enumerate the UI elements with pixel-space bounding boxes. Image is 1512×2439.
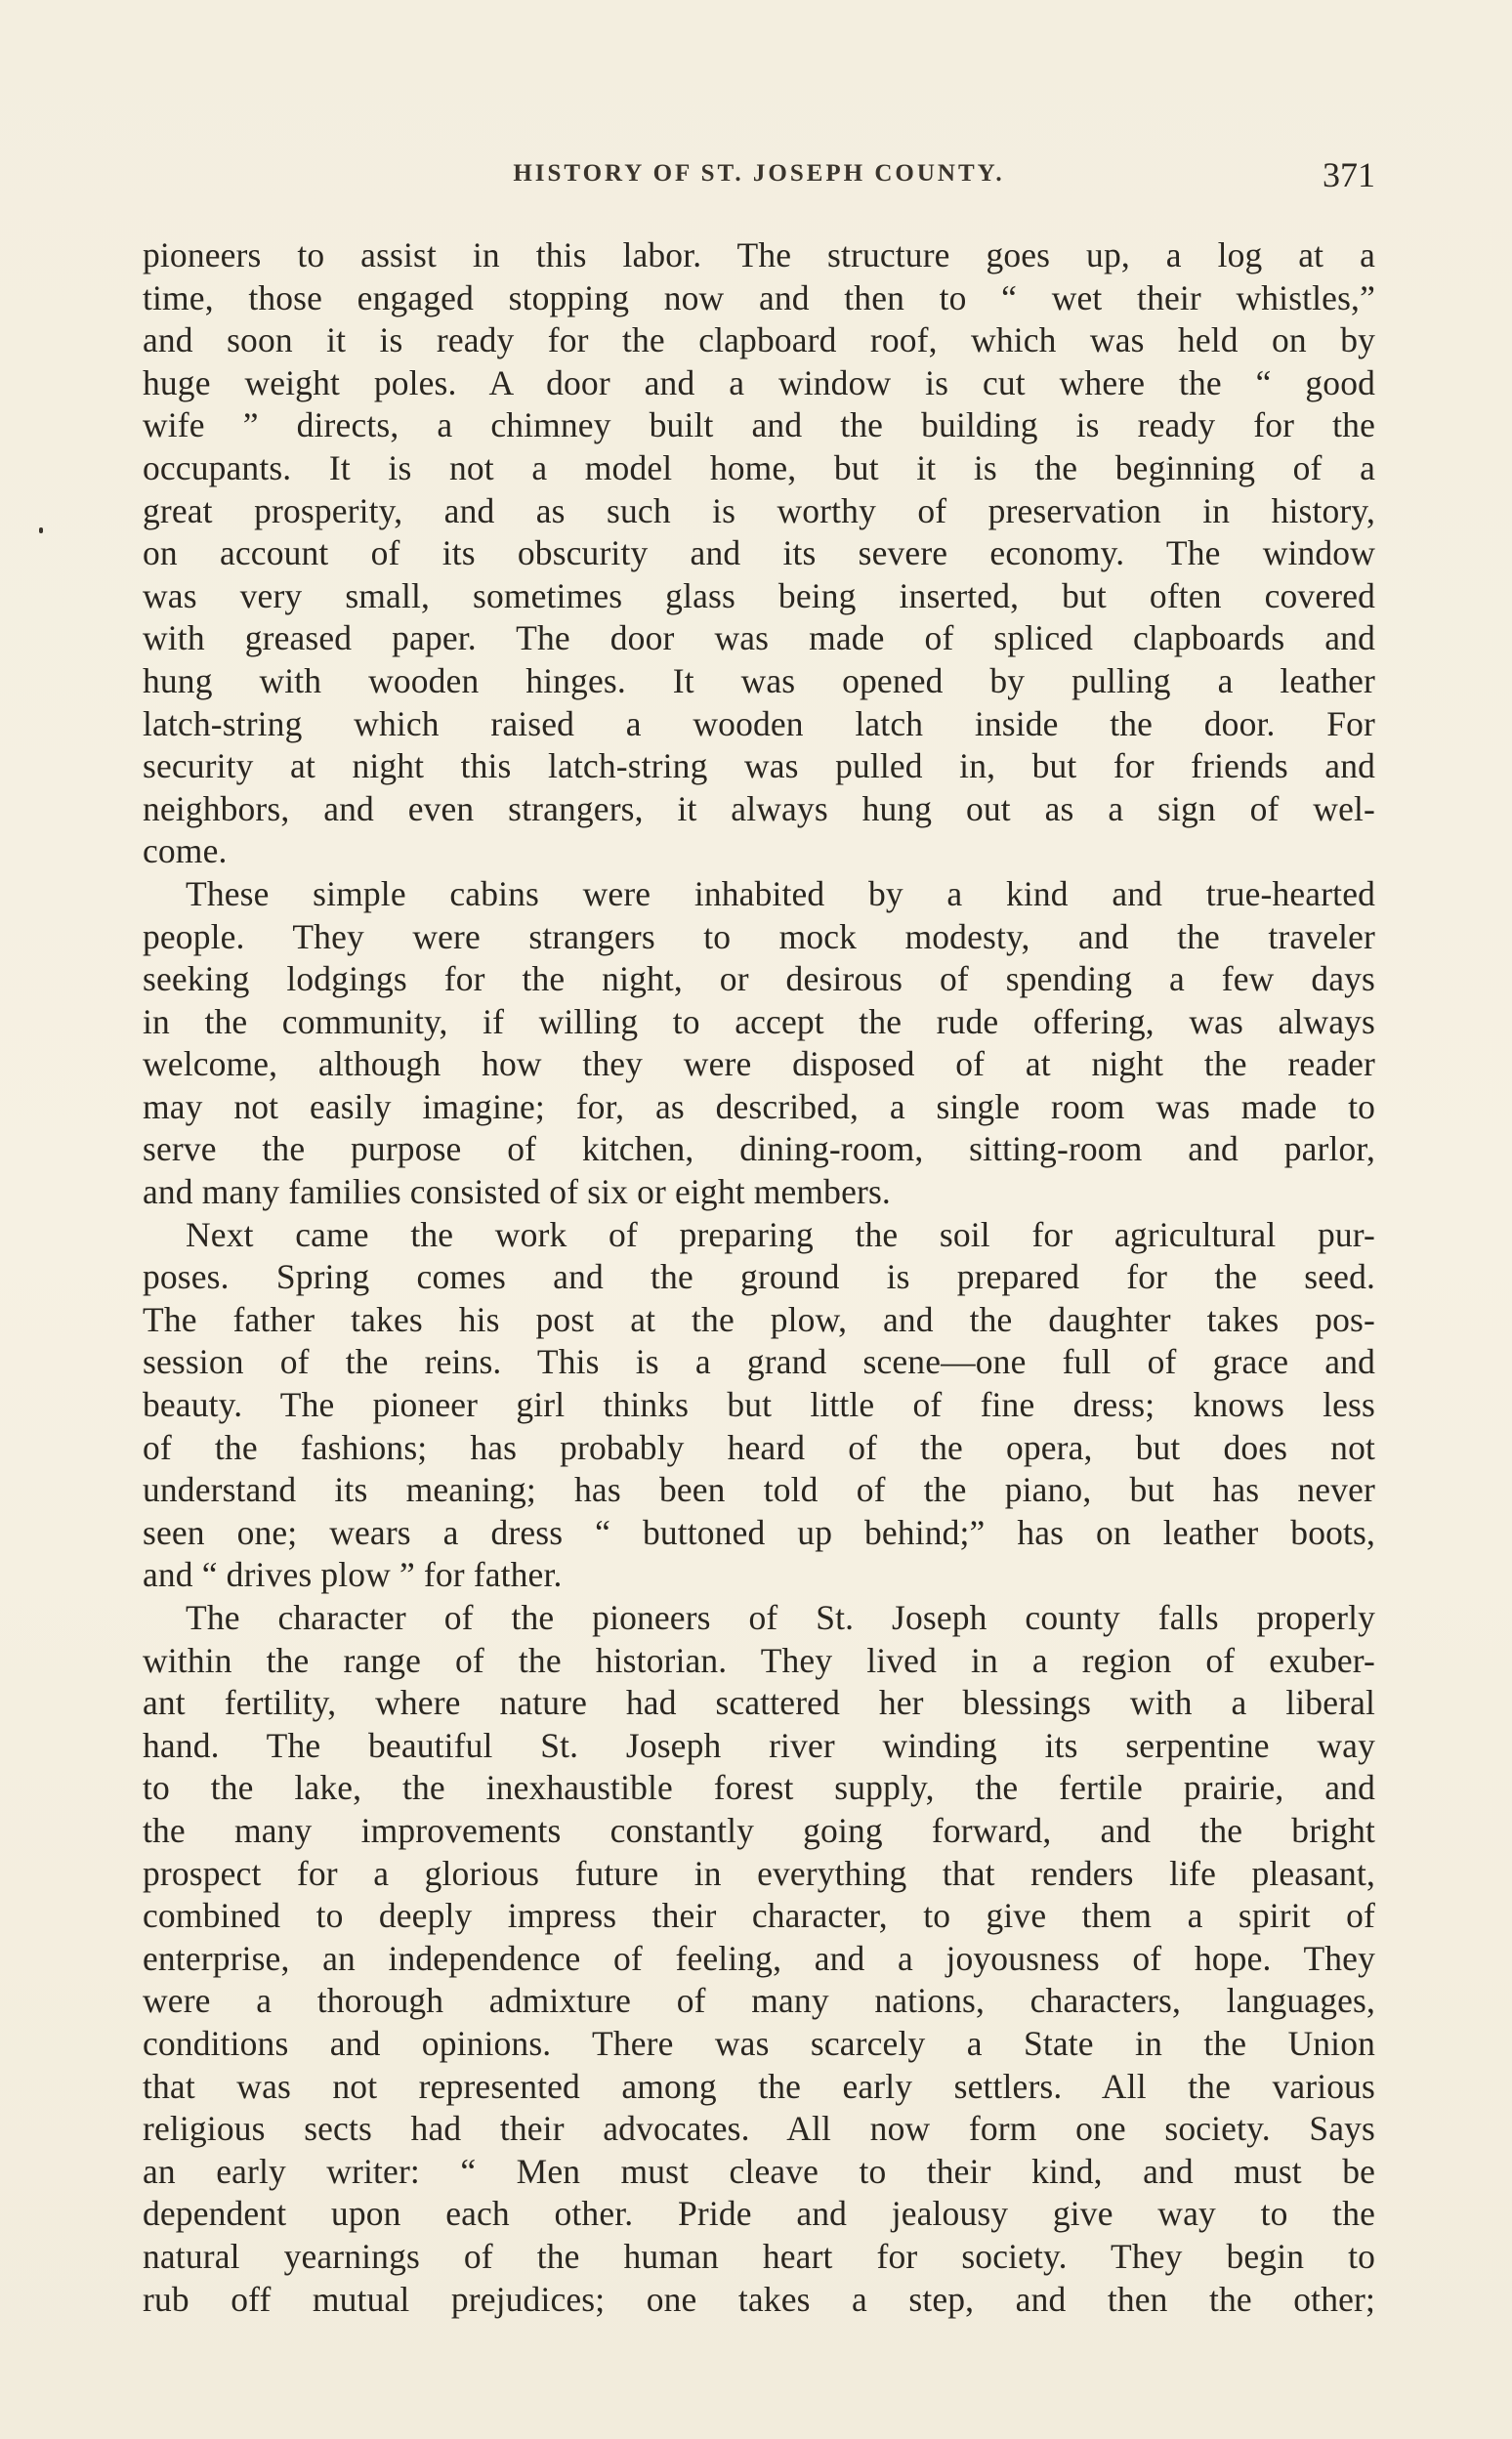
text-line: natural yearnings of the human heart for society. They begin to [143, 2236, 1375, 2276]
text-line: seeking lodgings for the night, or desirous of spending a few days [143, 959, 1375, 999]
text-line: hand. The beautiful St. Joseph river winding its serpentine way [143, 1725, 1375, 1765]
text-line: come. [143, 831, 228, 871]
text-line: and “ drives plow ” for father. [143, 1555, 563, 1595]
text-line: poses. Spring comes and the ground is prepared for the seed. [143, 1257, 1375, 1297]
text-line: within the range of the historian. They lived in a region of exuber- [143, 1640, 1375, 1680]
text-line: security at night this latch-string was pulled in, but for friends and [143, 746, 1375, 786]
margin-mark [39, 527, 43, 533]
text-line: dependent upon each other. Pride and jealousy give way to the [143, 2194, 1375, 2234]
body-text [143, 234, 1375, 2321]
text-line: wife ” directs, a chimney built and the building is ready for the [143, 405, 1375, 445]
text-line: of the fashions; has probably heard of the opera, but does not [143, 1427, 1375, 1467]
text-line: latch-string which raised a wooden latch inside the door. For [143, 703, 1375, 743]
text-line: serve the purpose of kitchen, dining-room, sitting-room and parlor, [143, 1129, 1375, 1169]
text-line: to the lake, the inexhaustible forest supply, the fertile prairie, and [143, 1768, 1375, 1808]
text-line: These simple cabins were inhabited by a kind and true-hearted [186, 873, 1375, 913]
page-header [143, 154, 1375, 197]
text-line: The father takes his post at the plow, and the daughter takes pos- [143, 1299, 1375, 1339]
text-line: with greased paper. The door was made of spliced clapboards and [143, 618, 1375, 658]
text-line: combined to deeply impress their character, to give them a spirit of [143, 1896, 1375, 1936]
page-number: 371 [1323, 155, 1375, 194]
text-line: an early writer: “ Men must cleave to their kind, and must be [143, 2151, 1375, 2191]
text-line: Next came the work of preparing the soil for agricultural pur- [186, 1214, 1375, 1254]
text-line: time, those engaged stopping now and then to “ wet their whistles,” [143, 277, 1375, 317]
text-line: hung with wooden hinges. It was opened by pulling a leather [143, 660, 1375, 700]
text-line: in the community, if willing to accept the rude offering, was always [143, 1001, 1375, 1041]
text-line: were a thorough admixture of many nations, characters, languages, [143, 1981, 1375, 2021]
text-line: conditions and opinions. There was scarcely a State in the Union [143, 2023, 1375, 2063]
text-line: seen one; wears a dress “ buttoned up behind;” has on leather boots, [143, 1512, 1375, 1552]
text-line: understand its meaning; has been told of the piano, but has never [143, 1470, 1375, 1510]
text-line: occupants. It is not a model home, but it is the beginning of a [143, 447, 1375, 487]
text-line: and many families consisted of six or eight members. [143, 1172, 891, 1212]
text-line: rub off mutual prejudices; one takes a step, and then the other; [143, 2279, 1375, 2319]
text-line: and soon it is ready for the clapboard roof, which was held on by [143, 320, 1375, 360]
text-line: prospect for a glorious future in everything that renders life pleasant, [143, 1853, 1375, 1893]
text-line: people. They were strangers to mock modesty, and the traveler [143, 916, 1375, 956]
text-line: that was not represented among the early settlers. All the various [143, 2066, 1375, 2106]
text-line: on account of its obscurity and its severe economy. The window [143, 533, 1375, 573]
text-line: enterprise, an independence of feeling, and a joyousness of hope. They [143, 1938, 1375, 1978]
text-line: may not easily imagine; for, as described, a single room was made to [143, 1086, 1375, 1126]
text-line: ant fertility, where nature had scattered her blessings with a liberal [143, 1683, 1375, 1723]
text-line: religious sects had their advocates. All now form one society. Says [143, 2109, 1375, 2149]
text-line: huge weight poles. A door and a window is cut where the “ good [143, 362, 1375, 402]
text-line: great prosperity, and as such is worthy of preservation in history, [143, 490, 1375, 530]
text-line: beauty. The pioneer girl thinks but little of fine dress; knows less [143, 1385, 1375, 1425]
text-line: pioneers to assist in this labor. The structure goes up, a log at a [143, 235, 1375, 274]
text-line: session of the reins. This is a grand scene—one full of grace and [143, 1342, 1375, 1382]
text-line: neighbors, and even strangers, it always hung out as a sign of wel- [143, 788, 1375, 828]
text-line: welcome, although how they were disposed of at night the reader [143, 1044, 1375, 1084]
text-line: The character of the pioneers of St. Joseph county falls properly [186, 1598, 1375, 1637]
text-line: was very small, sometimes glass being inserted, but often covered [143, 575, 1375, 615]
text-line: the many improvements constantly going forward, and the bright [143, 1810, 1375, 1850]
running-title: HISTORY OF ST. JOSEPH COUNTY. [513, 160, 1005, 187]
